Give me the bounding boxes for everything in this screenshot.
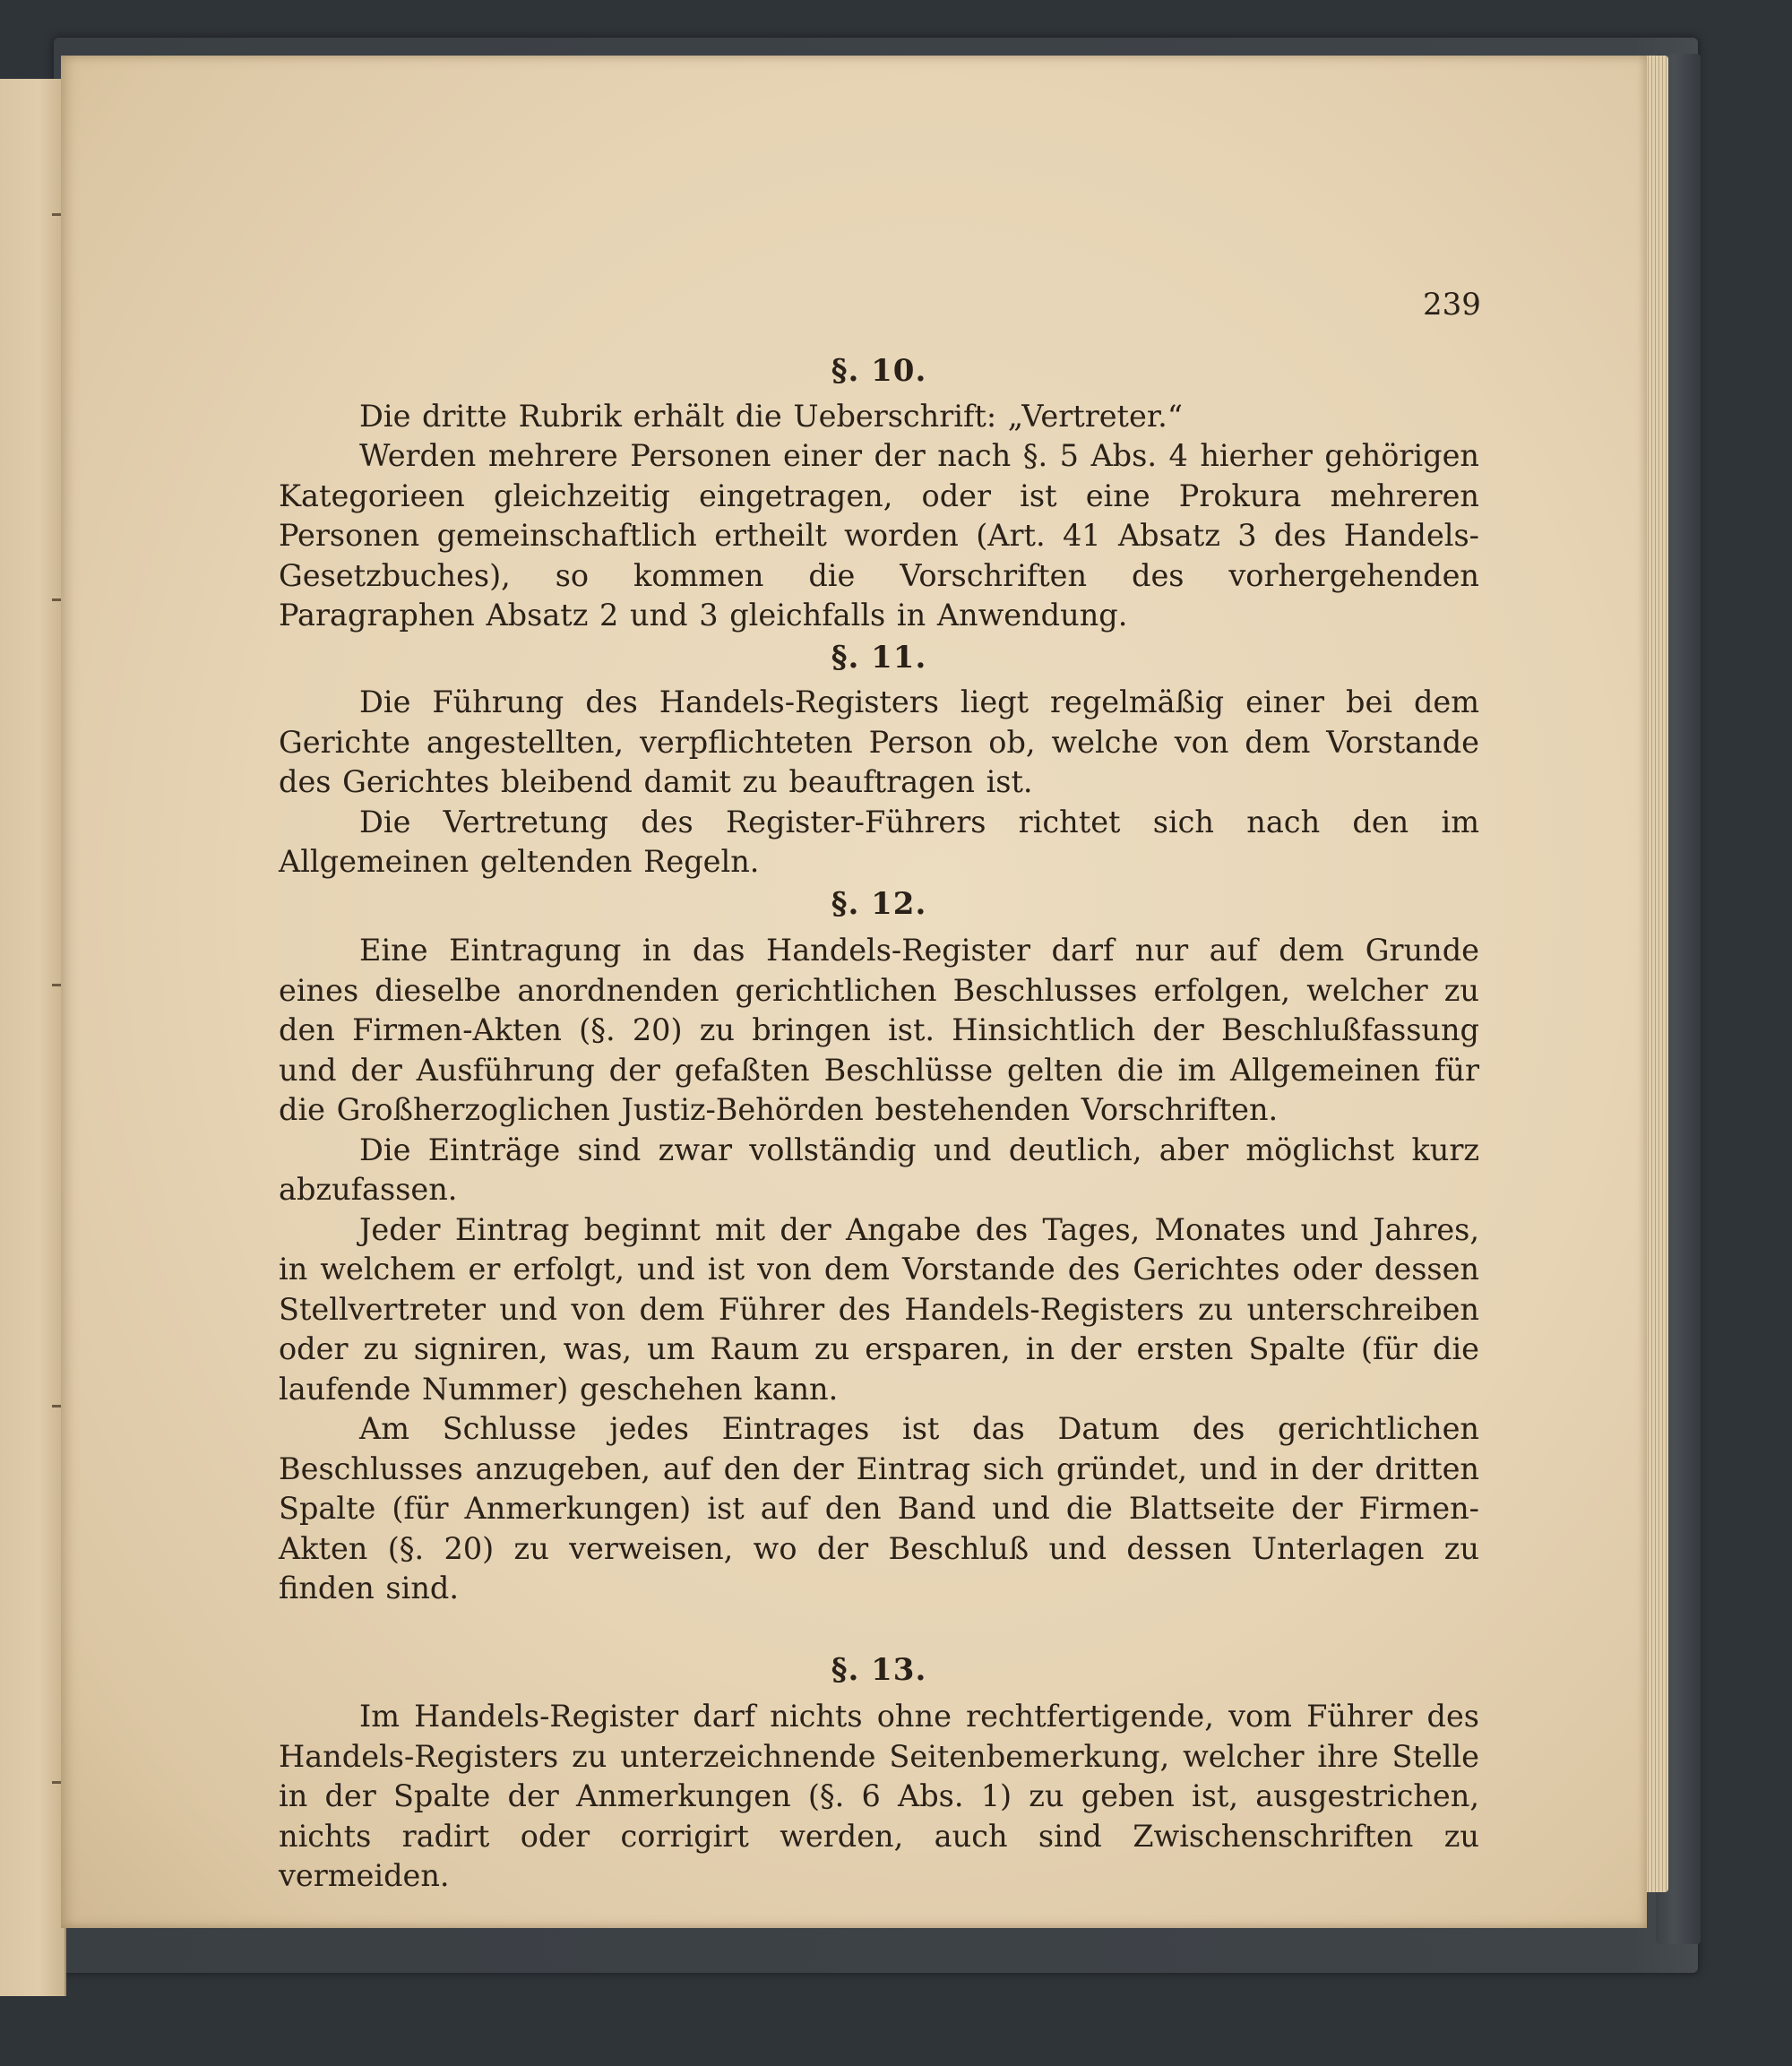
paragraph: Die Vertretung des Register-Führers richtet sich nach den im Allgemeinen geltenden Regeln. — [279, 804, 1479, 879]
section-heading: §. 12. — [831, 885, 927, 922]
facing-page-edge — [0, 79, 66, 1996]
paragraph: Am Schlusse jedes Eintrages ist das Datum des gerichtlichen Beschlusses anzugeben, auf den der Eintrag sich gründet, und in der dritten Spalte (für Anmerkungen) ist auf den Band und die Blattseite der Firmen-Akten (§. 20) zu verweisen, wo der Beschluß und dessen Unterlagen zu finden sind. — [279, 1411, 1479, 1605]
binding-stitch — [52, 1781, 61, 1784]
binding-stitch — [52, 1405, 61, 1407]
binding-stitch — [52, 984, 61, 986]
page-text — [279, 351, 1479, 1897]
section-10 — [279, 351, 1479, 636]
page-number: 239 — [1423, 287, 1481, 323]
section-heading: §. 13. — [831, 1651, 927, 1688]
paragraph: Jeder Eintrag beginnt mit der Angabe des Tages, Monates und Jahres, in welchem er erfolgt, und ist von dem Vorstande des Gerichtes oder dessen Stellvertreter und von dem Führer des Handels-Registers zu unterschreiben oder zu signiren, was, um Raum zu ersparen, in der ersten Spalte (für die laufende Nummer) geschehen kann. — [279, 1211, 1479, 1407]
paragraph: Die Einträge sind zwar vollständig und deutlich, aber möglichst kurz abzufassen. — [279, 1132, 1479, 1207]
binding-stitch — [52, 598, 61, 601]
paragraph: Eine Eintragung in das Handels-Register darf nur auf dem Grunde eines dieselbe anordnenden gerichtlichen Beschlusses erfolgen, welcher zu den Firmen-Akten (§. 20) zu bringen ist. Hinsichtlich der Beschlußfassung und der Ausführung der gefaßten Beschlüsse gelten die im Allgemeinen für die Großherzoglichen Justiz-Behörden bestehenden Vorschriften. — [279, 933, 1479, 1127]
section-13 — [279, 1650, 1479, 1897]
paragraph: Die dritte Rubrik erhält die Ueberschrift: „Vertreter.“ — [359, 398, 1183, 434]
section-heading: §. 10. — [831, 353, 927, 389]
section-12 — [279, 884, 1479, 1609]
paragraph: Die Führung des Handels-Registers liegt regelmäßig einer bei dem Gerichte angestellten, verpflichteten Person ob, welche von dem Vorstande des Gerichtes bleibend damit zu beauftragen ist. — [279, 684, 1479, 799]
paragraph: Im Handels-Register darf nichts ohne rechtfertigende, vom Führer des Handels-Registers zu unterzeichnende Seitenbemerkung, welcher ihre Stelle in der Spalte der Anmerkungen (§. 6 Abs. 1) zu geben ist, ausgestrichen, nichts radirt oder corrigirt werden, auch sind Zwischenschriften zu vermeiden. — [279, 1699, 1479, 1893]
paragraph: Werden mehrere Personen einer der nach §. 5 Abs. 4 hierher gehörigen Kategorieen gleichzeitig eingetragen, oder ist eine Prokura mehreren Personen gemeinschaftlich ertheilt worden (Art. 41 Absatz 3 des Handels-Gesetzbuches), so kommen die Vorschriften des vorhergehenden Paragraphen Absatz 2 und 3 gleichfalls in Anwendung. — [279, 438, 1479, 633]
section-11 — [279, 638, 1479, 882]
section-heading: §. 11. — [831, 639, 927, 676]
binding-stitch — [52, 213, 61, 216]
book-page — [61, 56, 1647, 1928]
